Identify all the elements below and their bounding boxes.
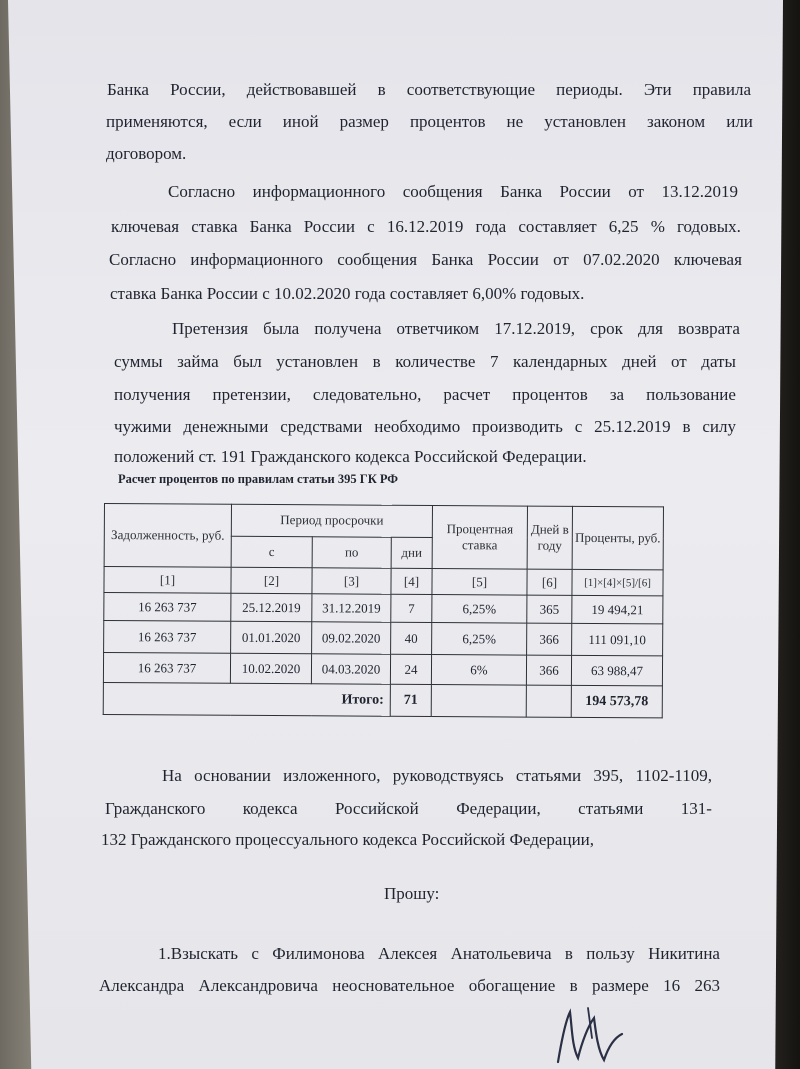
cell-rate: 6% (431, 655, 526, 686)
word: Согласно (109, 250, 177, 269)
cell-days: 7 (391, 594, 432, 622)
word: с (367, 217, 375, 236)
word: действовавшей (246, 80, 357, 99)
word: Филимонова (272, 944, 365, 963)
word: неосновательное (332, 976, 455, 995)
word: необходимо (374, 417, 461, 436)
index-4: [4] (391, 568, 432, 594)
index-5: [5] (432, 569, 527, 596)
p4-line-3: 132 Гражданского процессуального кодекса Российской Федерации, (101, 830, 595, 849)
word: законом (647, 112, 706, 131)
word: не (506, 112, 524, 131)
cell-days: 24 (390, 654, 431, 684)
word: сообщения (402, 182, 483, 201)
cell-to: 04.03.2020 (311, 654, 390, 684)
word: размере (591, 976, 649, 995)
cell-debt: 16 263 737 (103, 653, 230, 684)
word: претензии, (212, 385, 291, 404)
word: Банка (249, 217, 292, 236)
cell-to: 31.12.2019 (312, 594, 391, 622)
word: На (162, 766, 182, 785)
header-to: по (312, 536, 391, 568)
header-from: с (231, 536, 312, 568)
word: за (609, 385, 625, 404)
word: даты (701, 352, 736, 371)
word: 7 (489, 352, 499, 371)
word: Банка (431, 250, 474, 269)
total-empty-days-year (526, 685, 571, 717)
word: 263 (694, 976, 720, 995)
word: календарных (513, 352, 608, 371)
cell-rate: 6,25% (432, 623, 527, 656)
p2-line-4: ставка Банка России с 10.02.2020 года составляет 6,00% годовых. (110, 284, 585, 303)
word: Банка (500, 182, 543, 201)
cell-interest: 111 091,10 (572, 623, 663, 656)
word: займа (177, 352, 219, 371)
index-2: [2] (231, 567, 312, 593)
p1-line-1 (107, 80, 751, 100)
word: сообщения (337, 250, 418, 269)
word: годовых. (677, 217, 741, 236)
cell-rate: 6,25% (432, 595, 527, 624)
word: с (251, 944, 259, 963)
word: от (628, 182, 644, 201)
cell-days-year: 365 (527, 595, 572, 623)
word: денежными (183, 417, 269, 436)
cell-days: 40 (391, 622, 432, 654)
word: установлен (544, 112, 626, 131)
word: суммы (114, 352, 163, 371)
word: руководствуясь (392, 766, 504, 785)
cell-days-year: 366 (527, 623, 572, 655)
p1-line-3: договором. (106, 144, 187, 163)
word: 1102-1109, (635, 766, 712, 785)
header-days: дни (391, 537, 432, 569)
word: в (682, 417, 691, 436)
word: 6,25 (608, 217, 639, 236)
word: расчет (443, 385, 491, 404)
word: периоды. (556, 80, 623, 99)
p3-line-3 (114, 385, 736, 405)
word: изложенного, (283, 766, 381, 785)
word: производить (472, 417, 563, 436)
cell-to: 09.02.2020 (312, 622, 391, 654)
cell-interest: 19 494,21 (572, 595, 663, 624)
word: пользу (586, 944, 635, 963)
word: следовательно, (312, 385, 422, 404)
word: 16 (663, 976, 681, 995)
index-6: [6] (527, 569, 572, 595)
word: Никитина (648, 944, 720, 963)
word: Федерации, (456, 799, 541, 818)
word: обогащение (468, 976, 556, 995)
p3-line-2 (114, 352, 736, 372)
word: получена (314, 319, 382, 338)
table-total-row (103, 682, 662, 717)
word: от (553, 250, 569, 269)
cell-from: 01.01.2020 (231, 621, 312, 653)
word: ответчиком (396, 319, 480, 338)
word: если (228, 112, 262, 131)
p4-line-1 (162, 766, 712, 786)
index-formula: [1]×[4]×[5]/[6] (572, 569, 663, 596)
word: была (263, 319, 300, 338)
total-days: 71 (390, 684, 431, 716)
word: процентов (409, 112, 486, 131)
p3-line-1 (172, 319, 740, 339)
word: силу (702, 417, 736, 436)
word: России, (170, 80, 226, 99)
word: срок (590, 319, 623, 338)
word: ключевая (111, 217, 180, 236)
table-row (103, 653, 662, 686)
word: Александровича (198, 976, 318, 995)
cell-interest: 63 988,47 (571, 655, 662, 686)
word: Российской (334, 799, 419, 818)
word: в (377, 80, 386, 99)
word: пользование (646, 385, 736, 404)
word: информационного (252, 182, 386, 201)
p2-line-1 (168, 182, 738, 202)
signature-mark (548, 998, 628, 1068)
word: или (726, 112, 753, 131)
p3-line-5: положений ст. 191 Гражданского кодекса Российской Федерации. (114, 447, 587, 466)
word: в (569, 976, 578, 995)
p5-line-1 (158, 944, 720, 964)
word: России (303, 217, 355, 236)
word: 131- (680, 799, 712, 818)
word: ставка (191, 217, 238, 236)
word: для (637, 319, 663, 338)
word: Алексея (377, 944, 438, 963)
word: 395, (593, 766, 624, 785)
word: России (487, 250, 539, 269)
word: чужими (114, 417, 172, 436)
p5-line-2 (99, 976, 720, 996)
p1-line-2 (106, 112, 753, 132)
header-period: Период просрочки (231, 504, 432, 537)
word: % (650, 217, 665, 236)
word: установлен (276, 352, 359, 371)
word: Согласно (168, 182, 236, 201)
word: Претензия (172, 319, 249, 338)
word: был (233, 352, 262, 371)
word: основании (194, 766, 271, 785)
word: дней (622, 352, 657, 371)
cell-days-year: 366 (526, 655, 571, 685)
word: года (475, 217, 507, 236)
total-label: Итого: (103, 682, 390, 716)
word: 25.12.2019 (594, 417, 671, 436)
word: количестве (395, 352, 476, 371)
total-empty-rate (431, 685, 526, 718)
index-1: [1] (104, 567, 231, 594)
cell-debt: 16 263 737 (104, 593, 231, 622)
p2-line-2 (111, 217, 741, 237)
header-days-year: Дней в году (527, 506, 572, 569)
word: 16.12.2019 (386, 217, 464, 236)
word: 07.02.2020 (583, 250, 660, 269)
request-heading: Прошу: (384, 884, 440, 903)
word: с (574, 417, 583, 436)
word: ключевая (673, 250, 742, 269)
word: в (564, 944, 573, 963)
table-row (104, 621, 663, 656)
interest-calculation-table (103, 503, 664, 718)
word: статьями (515, 766, 582, 785)
word: Анатольевича (450, 944, 552, 963)
word: соответствующие (406, 80, 535, 99)
word: от (671, 352, 687, 371)
total-interest: 194 573,78 (571, 685, 662, 718)
cell-from: 25.12.2019 (231, 593, 312, 621)
table-row (104, 593, 663, 624)
word: составляет (518, 217, 597, 236)
word: Банка (107, 80, 149, 99)
word: применяются, (106, 112, 208, 131)
word: размер (339, 112, 389, 131)
header-debt: Задолженность, руб. (104, 504, 231, 568)
word: иной (282, 112, 319, 131)
word: России (559, 182, 611, 201)
word: 17.12.2019, (494, 319, 575, 338)
header-interest: Проценты, руб. (572, 506, 663, 570)
header-rate: Процентная ставка (432, 506, 527, 570)
index-3: [3] (312, 568, 391, 594)
cell-debt: 16 263 737 (104, 621, 231, 654)
cell-from: 10.02.2020 (230, 653, 311, 683)
word: 1.Взыскать (158, 944, 239, 963)
word: Эти (643, 80, 672, 99)
p4-line-2 (105, 799, 712, 819)
p2-line-3 (109, 250, 742, 270)
word: правила (692, 80, 751, 99)
word: средствами (280, 417, 363, 436)
word: статьями (578, 799, 644, 818)
word: кодекса (242, 799, 298, 818)
word: Гражданского (105, 799, 206, 818)
table-caption: Расчет процентов по правилам статьи 395 ГК РФ (118, 472, 399, 486)
word: 13.12.2019 (661, 182, 738, 201)
p3-line-4 (114, 417, 736, 437)
word: получения (114, 385, 191, 404)
word: в (372, 352, 381, 371)
word: процентов (512, 385, 588, 404)
word: возврата (678, 319, 740, 338)
word: Александра (99, 976, 185, 995)
word: информационного (190, 250, 323, 269)
